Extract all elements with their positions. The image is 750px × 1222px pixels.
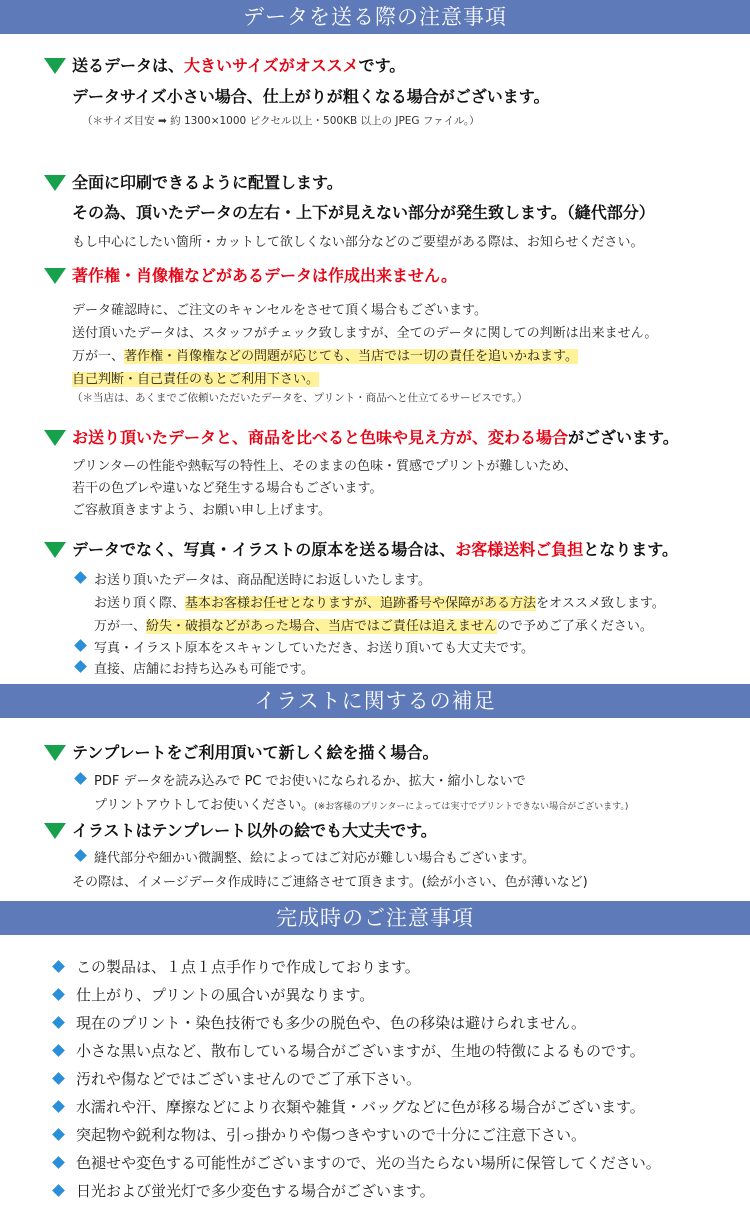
diamond-bullet-icon — [74, 639, 87, 652]
diamond-bullet-icon — [52, 1184, 65, 1197]
diamond-bullet-icon — [52, 988, 65, 1001]
text-return-originals: お送り頂いたデータは、商品配送時にお返しいたします。 — [94, 573, 431, 588]
green-triangle-icon — [44, 542, 66, 558]
text-cancel-note: データ確認時に、ご注文のキャンセルをさせて頂く場合もございます。 — [72, 303, 487, 318]
heading-large-size: 送るデータは、大きいサイズがオススメです。 — [72, 56, 406, 75]
text-bring-in: 直接、店舗にお持ち込みも可能です。 — [94, 662, 314, 677]
diamond-bullet-icon — [52, 1156, 65, 1169]
text-color-shift: 若干の色ブレや違いなど発生する場合もございます。 — [72, 481, 383, 496]
section-banner-finish: 完成時のご注意事項 — [0, 901, 750, 935]
text-size-warning: データサイズ小さい場合、仕上がりが粗くなる場合がございます。 — [72, 87, 550, 106]
green-triangle-icon — [44, 268, 66, 284]
service-note: （＊当店は、あくまでご依頼いただいたデータを、プリント・商品へと仕立てるサービスです。） — [72, 392, 528, 404]
list-item: 突起物や鋭利な物は、引っ掛かりや傷つきやすいので十分にご注意下さい。 — [76, 1126, 587, 1144]
green-triangle-icon — [44, 823, 66, 839]
diamond-bullet-icon — [52, 1128, 65, 1141]
heading-full-print: 全面に印刷できるように配置します。 — [72, 173, 343, 192]
heading-original-artwork: データでなく、写真・イラストの原本を送る場合は、お客様送料ご負担となります。 — [72, 540, 678, 559]
text-fine-tuning: 縫代部分や細かい微調整、絵によってはご対応が難しい場合もございます。 — [94, 851, 535, 866]
text-shipping-method: お送り頂く際、基本お客様お任せとなりますが、追跡番号や保障がある方法をオススメ致します。 — [94, 596, 665, 611]
diamond-bullet-icon — [52, 1016, 65, 1029]
text-staff-check: 送付頂いたデータは、スタッフがチェック致しますが、全てのデータに関しての判断は出来ません。 — [72, 326, 658, 341]
text-contact-note: その際は、イメージデータ作成時にご連絡させて頂きます。(絵が小さい、色が薄いなど) — [72, 875, 588, 890]
section-banner-data: データを送る際の注意事項 — [0, 0, 750, 34]
diamond-bullet-icon — [74, 660, 87, 673]
diamond-bullet-icon — [74, 849, 87, 862]
diamond-bullet-icon — [74, 571, 87, 584]
heading-color-difference: お送り頂いたデータと、商品を比べると色味や見え方が、変わる場合がございます。 — [72, 428, 679, 447]
text-pdf-usage: PDF データを読み込みで PC でお使いになられるか、拡大・縮小しないで — [94, 774, 526, 789]
text-printout: プリントアウトしてお使いください。(※お客様のプリンターによっては実寸でプリントできない場合がございます。) — [94, 798, 629, 813]
text-scan-ok: 写真・イラスト原本をスキャンしていただき、お送り頂いても大丈夫です。 — [94, 641, 535, 656]
green-triangle-icon — [44, 430, 66, 446]
list-item: 色褪せや変色する可能性がございますので、光の当たらない場所に保管してください。 — [76, 1154, 661, 1172]
diamond-bullet-icon — [52, 960, 65, 973]
text-request-note: もし中心にしたい箇所・カットして欲しくない部分などのご要望がある際は、お知らせください。 — [72, 235, 644, 250]
list-item: 汚れや傷などではございませんのでご了承下さい。 — [76, 1070, 422, 1088]
green-triangle-icon — [44, 58, 66, 74]
text-loss-damage: 万が一、紛失・破損などがあった場合、当店ではご責任は追えませんので予めご了承ください。 — [94, 619, 653, 634]
text-printer-note: プリンターの性能や熱転写の特性上、そのままの色味・質感でプリントが難しいため、 — [72, 459, 577, 474]
list-item: 水濡れや汗、摩擦などにより衣類や雑貨・バッグなどに色が移る場合がございます。 — [76, 1098, 645, 1116]
diamond-bullet-icon — [52, 1044, 65, 1057]
heading-copyright: 著作権・肖像権などがあるデータは作成出来ません。 — [72, 266, 457, 285]
size-guide-note: （＊サイズ目安 ➡ 約 1300×1000 ピクセル以上・500KB 以上の JPEG ファイル。） — [82, 115, 480, 127]
diamond-bullet-icon — [74, 772, 87, 785]
list-item: 現在のプリント・染色技術でも多少の脱色や、色の移染は避けられません。 — [76, 1014, 587, 1032]
section-banner-illust: イラストに関するの補足 — [0, 684, 750, 718]
diamond-bullet-icon — [52, 1100, 65, 1113]
list-item: 仕上がり、プリントの風合いが異なります。 — [76, 986, 375, 1004]
heading-other-illust: イラストはテンプレート以外の絵でも大丈夫です。 — [72, 821, 437, 840]
text-responsibility: 万が一、著作権・肖像権などの問題が応じても、当店では一切の責任を追いかねます。 — [72, 349, 578, 364]
green-triangle-icon — [44, 175, 66, 191]
text-hidden-margins: その為、頂いたデータの左右・上下が見えない部分が発生致します。（縫代部分） — [72, 203, 655, 222]
list-item: この製品は、１点１点手作りで作成しております。 — [76, 958, 420, 976]
text-self-responsibility: 自己判断・自己責任のもとご利用下さい。 — [72, 372, 320, 387]
heading-template: テンプレートをご利用頂いて新しく絵を描く場合。 — [72, 743, 439, 762]
diamond-bullet-icon — [52, 1072, 65, 1085]
list-item: 日光および蛍光灯で多少変色する場合がございます。 — [76, 1182, 435, 1200]
text-apology: ご容赦頂きますよう、お願い申し上げます。 — [72, 503, 331, 518]
list-item: 小さな黒い点など、散布している場合がございますが、生地の特徴によるものです。 — [76, 1042, 645, 1060]
green-triangle-icon — [44, 745, 66, 761]
